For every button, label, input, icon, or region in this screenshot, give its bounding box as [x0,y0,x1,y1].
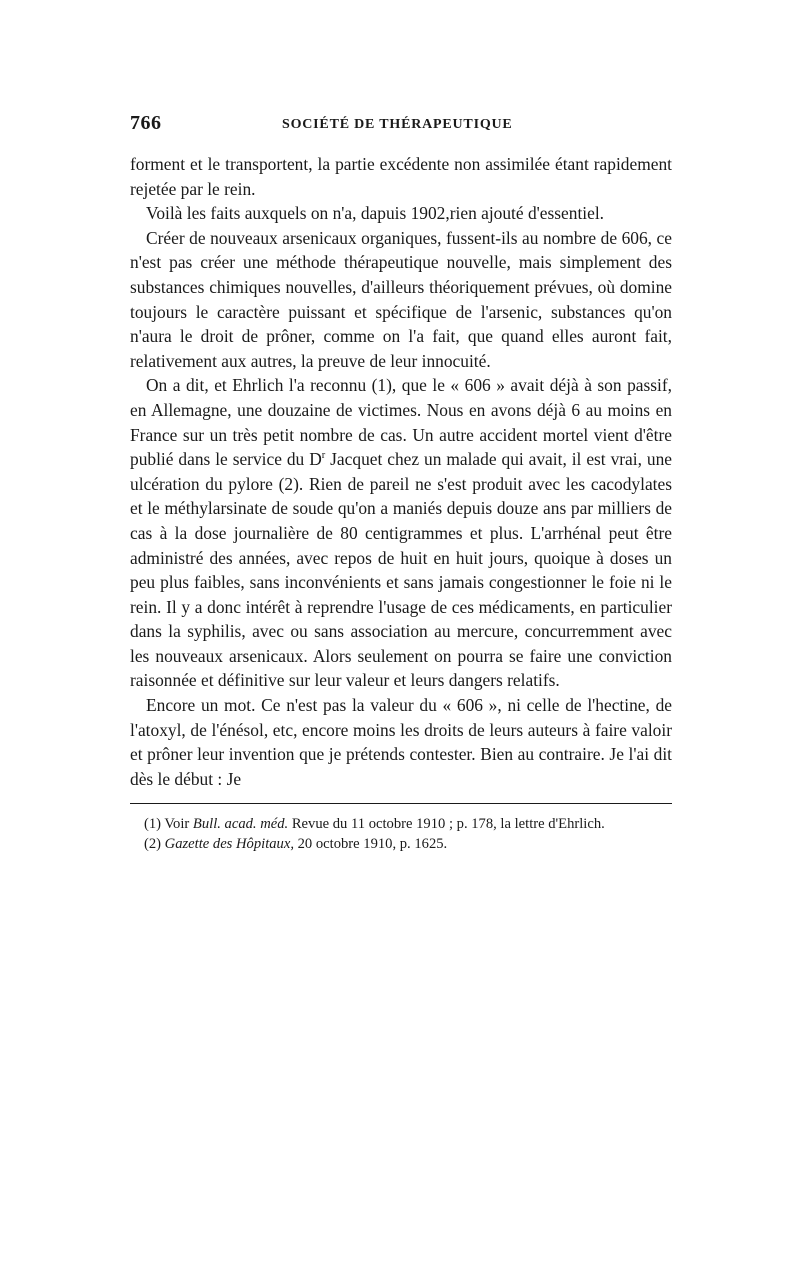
paragraph-2: Voilà les faits auxquels on n'a, dapuis 1902,rien ajouté d'essentiel. [146,203,605,224]
footnote-2-reference: Gazette des Hôpitaux, [164,836,294,853]
footnote-1-suffix: Revue du 11 octobre 1910 ; p. 178, la lettre d'Ehrlich. [288,816,605,833]
footnotes [130,814,672,854]
paragraph-4-part-2: Jacquet chez un malade qui avait, il est vrai, une ulcération du pylore (2). Rien de pareil ne s'est produit avec les cacodylates et le méthylarsinate de soude qu'on a maniés depuis douze ans par milliers de cas à la dose journalière de 80 centigrammes et plus. L'arrhénal peut être administré des années, avec repos de huit en huit jours, quoique à doses un peu plus faibles, sans inconvénients et sans jamais congestionner le foie ni le rein. Il y a donc intérêt à reprendre l'usage de ces médicaments, en particulier dans la syphilis, avec ou sans association au mercure, concurremment avec les nouveaux arsenicaux. Alors seulement on pourra se faire une conviction raisonnée et définitive sur leur valeur et leurs dangers relatifs. [130,449,672,691]
body-text [130,152,672,791]
footnote-2-suffix: 20 octobre 1910, p. 1625. [293,836,448,853]
paragraph-4-part-1: On a dit, et Ehrlich l'a reconnu (1), que le « 606 » avait déjà à son passif, en Allemagne, une douzaine de victimes. Nous en avons déjà 6 au moins en France sur un très petit nombre de cas. Un autre accident mortel vient d'être publié dans le service du D [130,375,672,470]
footnote-2-prefix: (2) [144,836,165,853]
footnote-divider [130,803,672,804]
running-head [130,112,672,142]
book-page [130,112,672,854]
paragraph-1: forment et le transportent, la partie excédente non assimilée étant rapidement rejetée par le rein. [130,154,672,199]
doctor-abbrev-superscript: r [321,450,326,462]
footnote-1-reference: Bull. acad. méd. [192,816,289,833]
page-number: 766 [130,112,162,134]
paragraph-4 [130,373,672,693]
footnote-1 [130,814,672,834]
paragraph-5: Encore un mot. Ce n'est pas la valeur du « 606 », ni celle de l'hectine, de l'atoxyl, de l'énésol, etc, encore moins les droits de leurs auteurs à faire valoir et prôner leur invention que je prétends contester. Bien au contraire. Je l'ai dit dès le début : Je [130,695,672,789]
footnote-1-prefix: (1) Voir [144,816,193,833]
footnote-2 [130,834,672,854]
running-title: SOCIÉTÉ DE THÉRAPEUTIQUE [282,117,513,132]
paragraph-3: Créer de nouveaux arsenicaux organiques, fussent-ils au nombre de 606, ce n'est pas créer une méthode thérapeutique nouvelle, mais simplement des substances chimiques nouvelles, d'ailleurs théoriquement prévues, où domine toujours le caractère puissant et spécifique de l'arsenic, substances qu'on n'aura le droit de prôner, comme on l'a fait, que quand elles auront fait, relativement aux autres, la preuve de leur innocuité. [130,227,672,371]
